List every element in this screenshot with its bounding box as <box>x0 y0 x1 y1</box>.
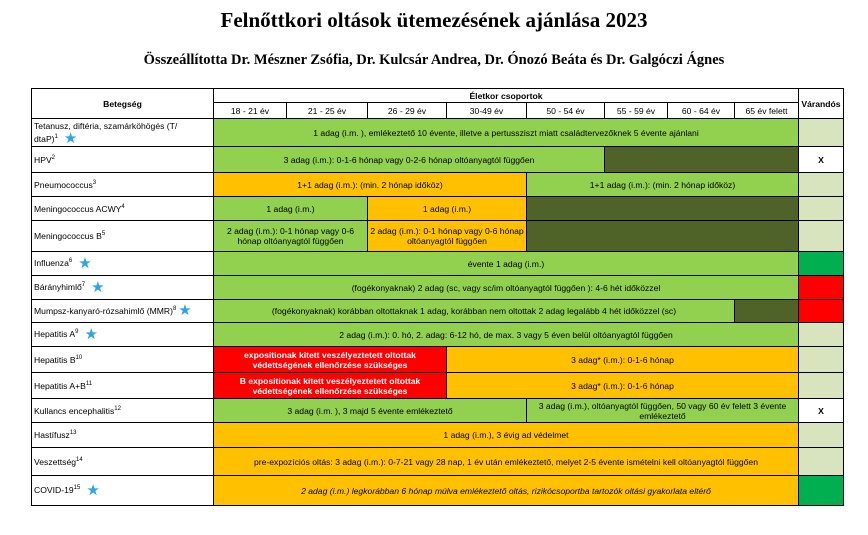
recommendation-cell: 3 adag (i.m.), oltóanyagtól függően, 50 vagy 60 év felett 3 évente emlékeztető <box>527 399 799 423</box>
recommendation-cell: 3 adag (i.m.): 0-1-6 hónap vagy 0-2-6 hónap oltóanyagtól függően <box>214 147 605 173</box>
recommendation-cell: (fogékonyaknak) korábban oltottaknak 1 adag, korábban nem oltottak 2 adag legalább 4 hét időközzel (sc) <box>214 300 735 323</box>
recommendation-cell: expositionak kitett veszélyeztetett oltottak védettségének ellenőrzése szükséges <box>214 347 447 373</box>
not-recommended-cell <box>605 147 799 173</box>
disease-label: Hepatitis B <box>34 354 76 365</box>
table-row <box>32 300 844 323</box>
table-row <box>32 476 844 506</box>
age-col-21-25: 21 - 25 év <box>287 103 368 119</box>
footnote-ref: 5 <box>101 231 106 238</box>
recommendation-cell: 2 adag (i.m.): 0-1 hónap vagy 0-6 hónap oltóanyagtól függően <box>214 221 368 252</box>
table-row <box>32 373 844 399</box>
pregnancy-cell <box>799 221 844 252</box>
pregnancy-cell <box>799 300 844 323</box>
recommendation-cell: 3 adag* (i.m.): 0-1-6 hónap <box>447 373 799 399</box>
disease-name <box>32 323 214 347</box>
recommendation-cell: 1 adag (i.m.) <box>214 197 368 221</box>
age-col-60-64: 60 - 64 év <box>668 103 735 119</box>
pregnancy-cell <box>799 373 844 399</box>
pregnancy-cell <box>799 323 844 347</box>
header-disease: Betegség <box>32 89 214 119</box>
table-row <box>32 119 844 147</box>
disease-label: Hepatitis A <box>34 329 76 340</box>
disease-label: Veszettség <box>34 456 77 467</box>
table-row <box>32 147 844 173</box>
star-icon: ★ <box>84 325 98 343</box>
footnote-ref: 9 <box>75 329 79 336</box>
table-row <box>32 252 844 276</box>
recommendation-cell: pre-expozíciós oltás: 3 adag (i.m.): 0-7-21 vagy 28 nap, 1 év után emlékeztető, melyet 2-5 évente ismételni kell oltóanyagtól függően <box>214 448 799 476</box>
disease-label: Tetanusz, diftéria, szamárköhögés (T/ dtaP) <box>34 120 178 144</box>
star-icon: ★ <box>78 254 92 272</box>
age-col-50-54: 50 - 54 év <box>527 103 605 119</box>
star-icon: ★ <box>63 130 78 147</box>
pregnancy-cell: X <box>799 399 844 423</box>
recommendation-cell: évente 1 adag (i.m.) <box>214 252 799 276</box>
recommendation-cell: 1 adag (i.m. ), emlékeztető 10 évente, illetve a pertussziszt miatt családtervezőknek 5 évente ajánlani <box>214 119 799 147</box>
age-col-26-29: 26 - 29 év <box>368 103 447 119</box>
table-row <box>32 197 844 221</box>
disease-name <box>32 147 214 173</box>
disease-name <box>32 448 214 476</box>
age-col-30-49: 30-49 év <box>447 103 527 119</box>
disease-label: Influenza <box>34 258 69 269</box>
disease-label: Hepatitis A+B <box>34 380 86 391</box>
recommendation-cell: (fogékonyaknak) 2 adag (sc, vagy sc/im oltóanyagtól függően ): 4-6 hét időközzel <box>214 276 799 300</box>
pregnancy-cell <box>799 276 844 300</box>
not-recommended-cell <box>527 197 799 221</box>
schedule-table <box>31 88 844 506</box>
pregnancy-cell: X <box>799 147 844 173</box>
age-col-55-59: 55 - 59 év <box>605 103 668 119</box>
disease-name <box>32 276 214 300</box>
recommendation-cell: 2 adag (i.m.) legkorábban 6 hónap múlva emlékeztető oltás, rizikócsoportba tartozók oltási gyakorlata eltérő <box>214 476 799 506</box>
age-col-65-plus: 65 év felett <box>735 103 799 119</box>
disease-name <box>32 399 214 423</box>
disease-label: HPV <box>34 154 52 165</box>
table-row <box>32 423 844 448</box>
footnote-ref: 11 <box>85 380 93 387</box>
disease-label: Kullancs encephalitis <box>34 405 115 416</box>
footnote-ref: 10 <box>75 354 83 361</box>
recommendation-cell: 2 adag (i.m.): 0-1 hónap vagy 0-6 hónap oltóanyagtól függően <box>368 221 527 252</box>
disease-name <box>32 173 214 197</box>
not-recommended-cell <box>527 221 799 252</box>
footnote-ref: 12 <box>114 405 121 412</box>
table-row <box>32 276 844 300</box>
disease-name <box>32 476 214 506</box>
pregnancy-cell <box>799 476 844 506</box>
disease-name <box>32 119 214 147</box>
pregnancy-cell <box>799 173 844 197</box>
recommendation-cell: 2 adag (i.m.): 0. hó, 2. adag: 6-12 hó, de max. 3 vagy 5 éven belül oltóanyagtól függően <box>214 323 799 347</box>
recommendation-cell: B expositionak kitett veszélyeztetett oltottak védettségének ellenőrzése szükséges <box>214 373 447 399</box>
footnote-ref: 8 <box>172 305 177 312</box>
star-icon: ★ <box>86 481 100 499</box>
pregnancy-cell <box>799 119 844 147</box>
disease-name <box>32 347 214 373</box>
disease-name <box>32 300 214 323</box>
pregnancy-cell <box>799 448 844 476</box>
footnote-ref: 7 <box>81 282 86 289</box>
disease-label: Mumpsz-kanyaró-rózsahimlő (MMR) <box>34 305 173 316</box>
pregnancy-cell <box>799 252 844 276</box>
footnote-ref: 4 <box>121 203 125 210</box>
disease-name <box>32 423 214 448</box>
table-row <box>32 399 844 423</box>
footnote-ref: 1 <box>54 133 58 140</box>
disease-label: Pneumococcus <box>34 179 93 190</box>
recommendation-cell: 1 adag (i.m.), 3 évig ad védelmet <box>214 423 799 448</box>
disease-name <box>32 221 214 252</box>
disease-label: Meningococcus ACWY <box>34 203 122 214</box>
table-row <box>32 221 844 252</box>
pregnancy-cell <box>799 197 844 221</box>
disease-name <box>32 197 214 221</box>
pregnancy-cell <box>799 347 844 373</box>
recommendation-cell: 1+1 adag (i.m.): (min. 2 hónap időköz) <box>214 173 527 197</box>
star-icon: ★ <box>91 278 105 296</box>
table-row <box>32 323 844 347</box>
footnote-ref: 6 <box>68 258 73 265</box>
recommendation-cell: 1+1 adag (i.m.): (min. 2 hónap időköz) <box>527 173 799 197</box>
disease-label: COVID-19 <box>34 485 74 496</box>
table-row <box>32 448 844 476</box>
footnote-ref: 13 <box>69 430 77 437</box>
disease-name <box>32 252 214 276</box>
footnote-ref: 14 <box>76 456 83 463</box>
recommendation-cell: 3 adag* (i.m.): 0-1-6 hónap <box>447 347 799 373</box>
pregnancy-cell <box>799 423 844 448</box>
disease-label: Hastífusz <box>34 430 70 440</box>
not-recommended-cell <box>735 300 799 323</box>
disease-name <box>32 373 214 399</box>
footnote-ref: 15 <box>73 485 81 492</box>
table-row <box>32 173 844 197</box>
page-title: Felnőttkori oltások ütemezésének ajánlása 2023 <box>220 8 648 32</box>
footnote-ref: 3 <box>92 179 97 186</box>
age-col-18-21: 18 - 21 év <box>214 103 287 119</box>
table-row <box>32 347 844 373</box>
header-age-groups: Életkor csoportok <box>214 89 799 103</box>
footnote-ref: 2 <box>51 154 56 161</box>
header-pregnancy: Várandós <box>799 89 844 119</box>
disease-label: Meningococcus B <box>34 231 102 241</box>
star-icon: ★ <box>178 302 192 320</box>
recommendation-cell: 1 adag (i.m.) <box>368 197 527 221</box>
recommendation-cell: 3 adag (i.m. ), 3 majd 5 évente emlékeztető <box>214 399 527 423</box>
page-subtitle: Összeállította Dr. Mészner Zsófia, Dr. Kulcsár Andrea, Dr. Ónozó Beáta és Dr. Galgóczi Ágnes <box>143 52 725 68</box>
disease-label: Bárányhimlő <box>34 282 82 293</box>
